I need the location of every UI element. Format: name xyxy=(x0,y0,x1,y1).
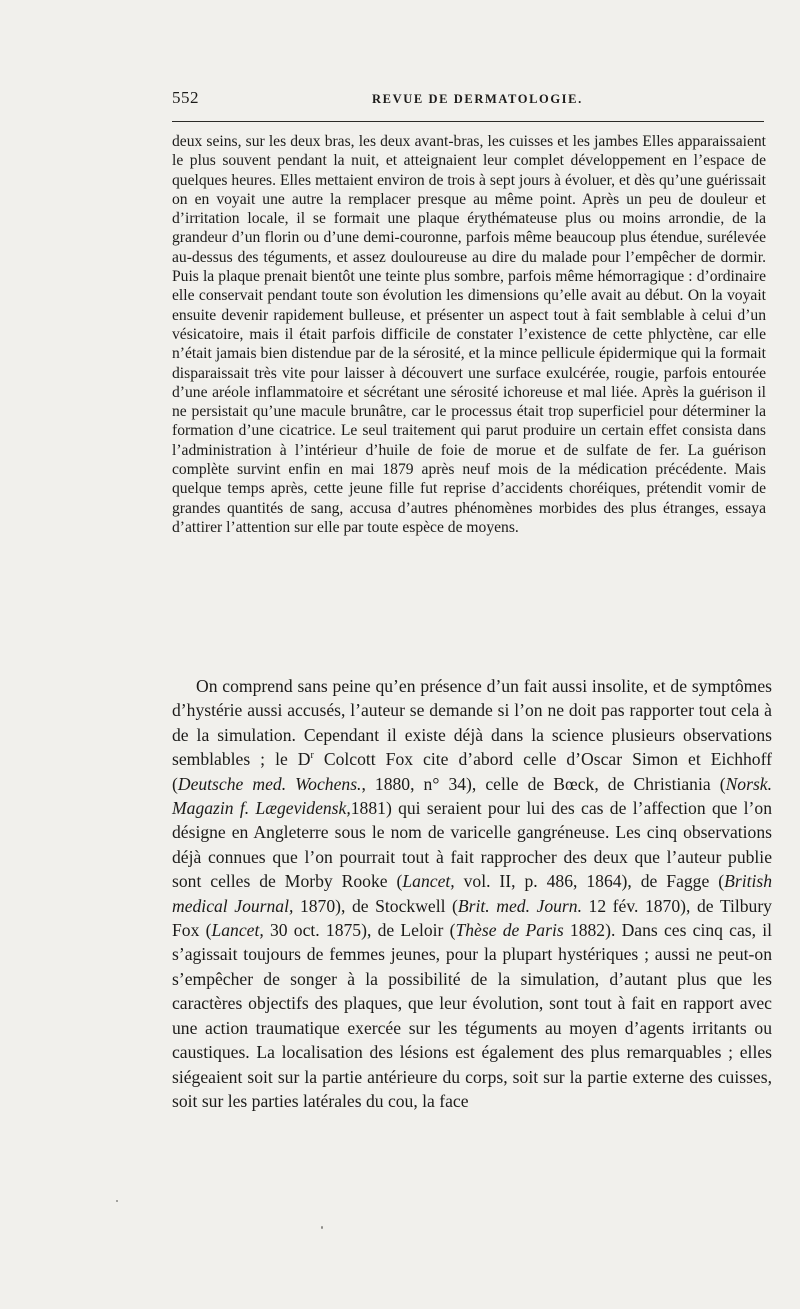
page-number: 552 xyxy=(172,88,199,107)
page-header xyxy=(172,84,764,114)
superscript-r: r xyxy=(310,750,314,762)
citation-title: Norsk. Magazin f. Lægevidensk, xyxy=(172,773,772,819)
text-run: Colcott Fox cite d’abord celle d’Oscar Simon et Eichhoff ( xyxy=(172,749,772,794)
citation-title: Lancet, xyxy=(211,920,264,941)
text-run: 1882). Dans ces cinq cas, il s’agissait toujours de femmes jeunes, pour la plupart hystériques ; aussi ne peut-on s’empêcher de songer à la possibilité de la simulation, d’autant plus que les caractères objectifs des plaques, que leur évolution, sont tout à fait en rapport avec une action traumatique exercée sur les téguments au moyen d’agents irritants ou caustiques. La localisation des lésions est également des plus remarquables ; elles siégeaient soit sur la partie antérieure du corps, soit sur la partie externe des cuisses, soit sur les parties latérales du cou, la face xyxy=(172,920,773,1111)
paper-speck xyxy=(321,1226,323,1229)
commentary-text xyxy=(172,674,772,1113)
citation-title: Thèse de Paris xyxy=(455,920,564,941)
running-title: REVUE DE DERMATOLOGIE. xyxy=(372,92,583,106)
case-report-paragraph: deux seins, sur les deux bras, les deux avant-bras, les cuisses et les jambes Elles apparaissaient le plus souvent pendant la nuit, et atteignaient leur complet développement en l’espace de quelques heures. Elles mettaient environ de trois à sept jours à évoluer, et dès qu’une guérissait on en voyait une autre la remplacer presque au même point. Après un peu de douleur et d’irritation locale, il se formait une plaque érythémateuse plus ou moins arrondie, de la grandeur d’un florin ou d’une demi-couronne, parfois même beaucoup plus étendue, surélevée au-dessus des téguments, et assez douloureuse au dire du malade pour l’empêcher de dormir. Puis la plaque prenait bientôt une teinte plus sombre, parfois même hémorragique : d’ordinaire elle conservait pendant toute son évolution les dimensions qu’elle avait au début. On la voyait ensuite devenir rapidement bulleuse, et présenter un aspect tout à fait semblable à celui d’un vésicatoire, mais il était parfois difficile de constater l’existence de cette phlyctène, car elle n’était jamais bien distendue par de la sérosité, et la mince pellicule épidermique qui la formait disparaissait très vite pour laisser à découvert une surface exulcérée, rougie, parfois entourée d’une aréole inflammatoire et sécrétant une sérosité ichoreuse et mal liée. Après la guérison il ne persistait qu’une macule brunâtre, car le processus était trop superficiel pour déterminer la formation d’une cicatrice. Le seul traitement qui parut produire un certain effet consista dans l’administration à l’intérieur d’huile de foie de morue et de sulfate de fer. La guérison complète survint enfin en mai 1879 après neuf mois de la médication précédente. Mais quelque temps après, cette jeune fille fut reprise d’accidents choréiques, prétendit vomir de grandes quantités de sang, accusa d’autres phénomènes morbides des plus étranges, essaya d’attirer l’attention sur elle par toute espèce de moyens. xyxy=(172,133,766,536)
text-run: On comprend sans peine qu’en présence d’un fait aussi insolite, et de symptômes d’hystérie aussi accusés, l’auteur se demande si l’on ne doit pas rapporter tout cela à de la simulation. Cependant il existe déjà dans la science plusieurs observations semblables ; le D xyxy=(172,676,772,770)
text-run: 1881) qui seraient pour lui des cas de l’affection que l’on désigne en Angleterre sous le nom de varicelle gangréneuse. Les cinq observations déjà connues que l’on pourrait tout à fait rapprocher des deux que l’auteur publie sont celles de Morby Rooke ( xyxy=(172,798,772,892)
citation-title: Lancet, xyxy=(402,871,455,892)
header-rule xyxy=(172,121,764,122)
citation-title: British medical Journal, xyxy=(172,871,772,916)
text-run: vol. II, p. 486, 1864), de Fagge ( xyxy=(454,871,725,892)
citation-title: Brit. med. Journ. xyxy=(457,895,582,916)
case-report-text xyxy=(172,132,766,537)
text-run: , 1880, n° 34), celle de Bœck, de Christiania ( xyxy=(361,773,726,794)
paper-speck xyxy=(116,1200,118,1202)
text-run: 30 oct. 1875), de Leloir ( xyxy=(263,920,456,941)
text-run: 12 fév. 1870), de Tilbury Fox ( xyxy=(172,895,772,941)
citation-title: Deutsche med. Wochens. xyxy=(177,773,362,794)
commentary-paragraph xyxy=(172,674,772,1113)
text-run: 1870), de Stockwell ( xyxy=(293,895,458,916)
